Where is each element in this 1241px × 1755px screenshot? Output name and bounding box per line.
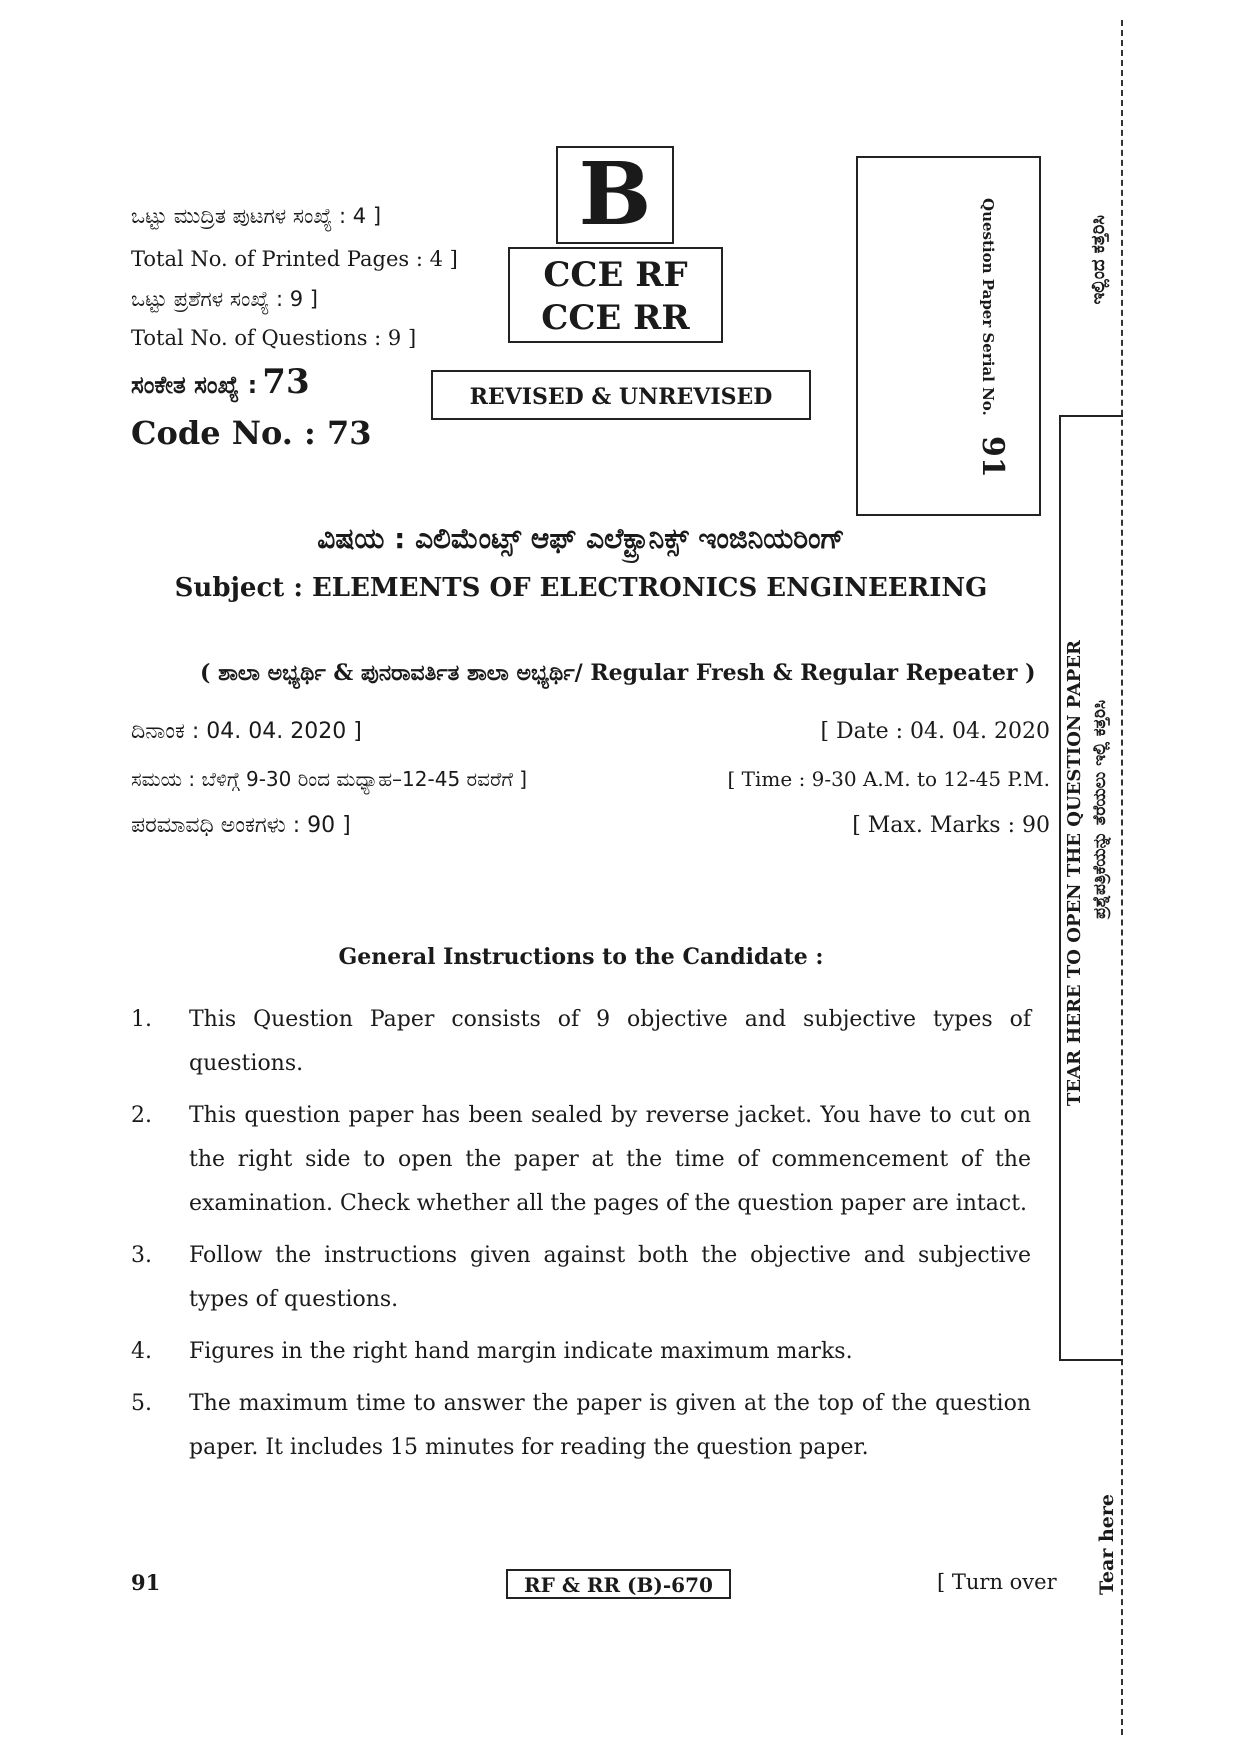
serial-box [856,156,1041,516]
page-code: 91 [131,1570,161,1595]
instruction-text: Follow the instructions given against both the objective and subjective types of questions. [189,1243,1031,1312]
instruction-text: The maximum time to answer the paper is given at the top of the question paper. It includes 15 minutes for reading the question paper. [189,1391,1031,1460]
cce-line-2: CCE RR [541,298,690,338]
serial-label: Question Paper Serial No. [979,198,997,416]
subject-title: Subject : ELEMENTS OF ELECTRONICS ENGINEERING [174,573,988,603]
max-marks: [ Max. Marks : 90 [852,813,1050,838]
instruction-number: 5. [131,1391,152,1416]
instruction-number: 1. [131,1007,152,1032]
revision-box: REVISED & UNREVISED [431,370,811,420]
cce-box [508,247,723,343]
instruction-number: 2. [131,1103,152,1128]
questions-count-kannada: ಒಟ್ಟು ಪ್ರಶೆಗಳ ಸಂಖ್ಯೆ : 9 ] [131,287,318,311]
subject-kannada: ವಿಷಯ : ಎಲಿಮೆಂಟ್ಸ್ ಆಫ್ ಎಲೆಕ್ಟ್ರಾನಿಕ್ಸ್ ಇಂಜಿನಿಯರಿಂಗ್ [317,522,845,555]
cce-line-1: CCE RF [543,255,688,295]
instructions-title: General Instructions to the Candidate : [338,944,824,970]
date-kannada: ದಿನಾಂಕ : 04. 04. 2020 ] [131,719,362,744]
code-kannada-label: ಸಂಕೇತ ಸಂಖ್ಯೆ : [131,371,258,399]
date: [ Date : 04. 04. 2020 [820,719,1050,744]
code-kannada [131,362,310,402]
instruction-list [131,998,1031,1470]
tear-label-kannada: ಪ್ರಶ್ನೆಪತ್ರಿಕೆಯನ್ನು ತೆರೆಯಲು ಇಲ್ಲಿ ಕತ್ತರಿಸಿ [1090,700,1110,919]
pages-count: Total No. of Printed Pages : 4 ] [131,247,458,271]
list-item [131,1330,1031,1374]
instruction-number: 3. [131,1243,152,1268]
tear-here-label: Tear here [1096,1494,1118,1595]
candidate-category: ( ಶಾಲಾ ಅಭ್ಯರ್ಥಿ & ಪುನರಾವರ್ತಿತ ಶಾಲಾ ಅಭ್ಯರ್ಥಿ/ Regular Fresh & Regular Repeater ) [200,660,1036,686]
code-number: Code No. : 73 [131,414,372,452]
set-letter-box: B [556,146,674,244]
list-item [131,1234,1031,1322]
instruction-text: This Question Paper consists of 9 objective and subjective types of questions. [189,1007,1031,1076]
tear-label: TEAR HERE TO OPEN THE QUESTION PAPER [1064,640,1085,1107]
pages-count-kannada: ಒಟ್ಟು ಮುದ್ರಿತ ಪುಟಗಳ ಸಂಖ್ಯೆ : 4 ] [131,204,382,228]
tear-label-kannada-top: ಇಲ್ಲಿಂದ ಕತ್ತರಿಸಿ [1088,215,1109,305]
time-kannada: ಸಮಯ : ಬೆಳಿಗ್ಗೆ 9-30 ರಿಂದ ಮಧ್ಯಾಹ–12-45 ರವರೆಗೆ ] [131,767,528,791]
paper-code-box: RF & RR (B)-670 [506,1569,731,1599]
turn-over: [ Turn over [937,1570,1057,1594]
instruction-text: Figures in the right hand margin indicate maximum marks. [189,1339,853,1364]
code-kannada-value: 73 [262,362,310,402]
serial-value: 91 [975,436,1010,478]
questions-count: Total No. of Questions : 9 ] [131,326,417,350]
instruction-text: This question paper has been sealed by reverse jacket. You have to cut on the right side to open the paper at the time of commencement of the examination. Check whether all the pages of the question paper are intact. [189,1103,1031,1216]
max-marks-kannada: ಪರಮಾವಧಿ ಅಂಕಗಳು : 90 ] [131,813,351,838]
time: [ Time : 9-30 A.M. to 12-45 P.M. [727,767,1050,791]
list-item [131,1094,1031,1226]
instruction-number: 4. [131,1339,152,1364]
list-item [131,1382,1031,1470]
list-item [131,998,1031,1086]
